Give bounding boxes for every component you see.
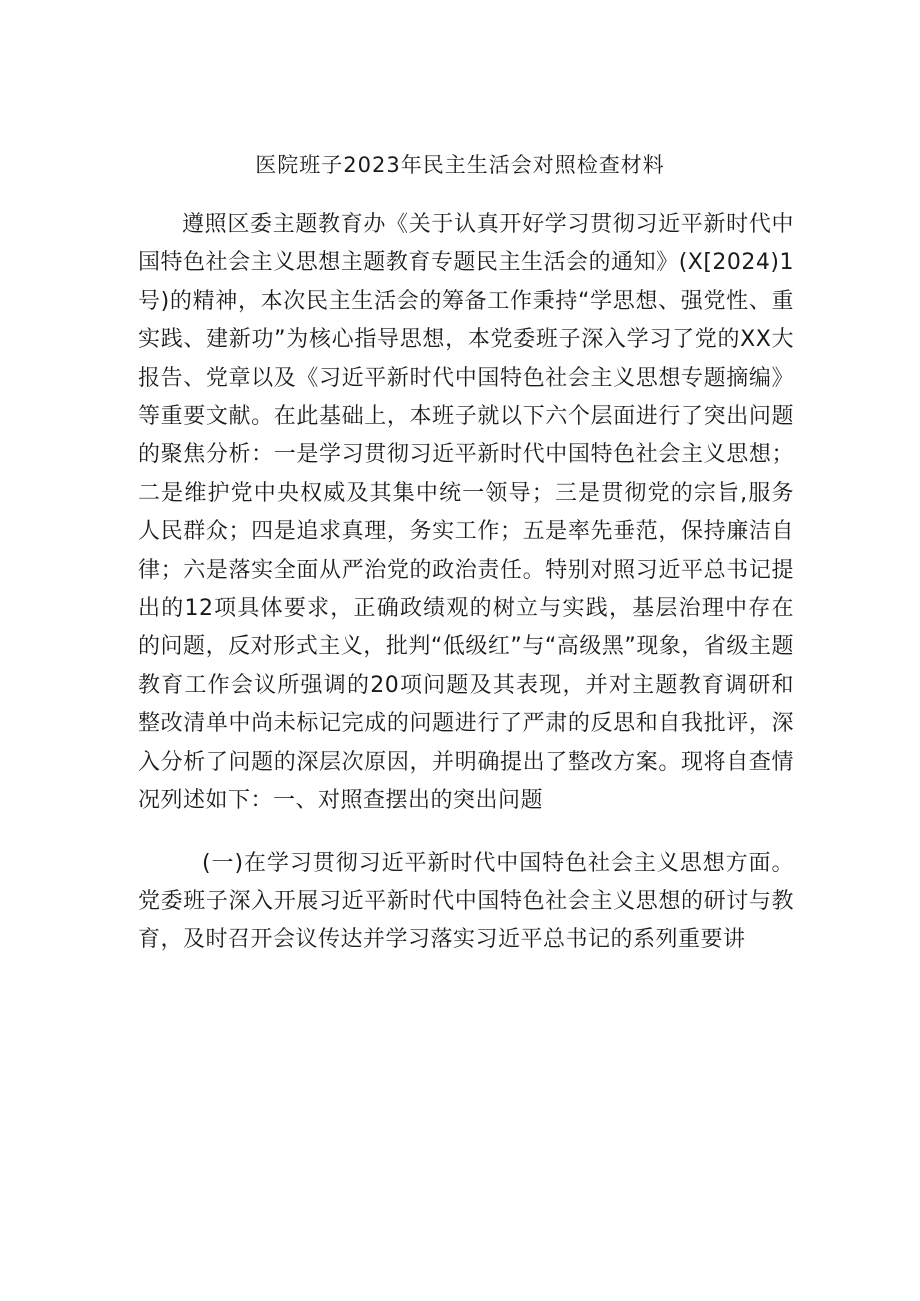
paragraph-section-1: (一)在学习贯彻习近平新时代中国特色社会主义思想方面。党委班子深入开展习近平新时代中国特色社会主义思想的研讨与教育，及时召开会议传达并学习落实习近平总书记的系列重要讲 [138, 850, 794, 953]
paragraph-intro: 遵照区委主题教育办《关于认真开好学习贯彻习近平新时代中国特色社会主义思想主题教育专题民主生活会的通知》(X[2024)1号)的精神，本次民主生活会的筹备工作秉持“学思想、强党性、重实践、建新功”为核心指导思想，本党委班子深入学习了党的XX大报告、党章以及《习近平新时代中国特色社会主义思想专题摘编》等重要文献。在此基础上，本班子就以下六个层面进行了突出问题的聚焦分析：一是学习贯彻习近平新时代中国特色社会主义思想；二是维护党中央权威及其集中统一领导；三是贯彻党的宗旨,服务人民群众；四是追求真理，务实工作；五是率先垂范，保持廉洁自律；六是落实全面从严治党的政治责任。特别对照习近平总书记提出的12项具体要求，正确政绩观的树立与实践，基层治理中存在的问题，反对形式主义，批判“低级红”与“高级黑”现象，省级主题教育工作会议所强调的20项问题及其表现，并对主题教育调研和整改清单中尚未标记完成的问题进行了严肃的反思和自我批评，深入分析了问题的深层次原因，并明确提出了整改方案。现将自查情况列述如下：一、对照查摆出的突出问题 [138, 212, 794, 814]
document-title: 医院班子2023年民主生活会对照检查材料 [255, 153, 665, 177]
document-body [138, 206, 794, 960]
